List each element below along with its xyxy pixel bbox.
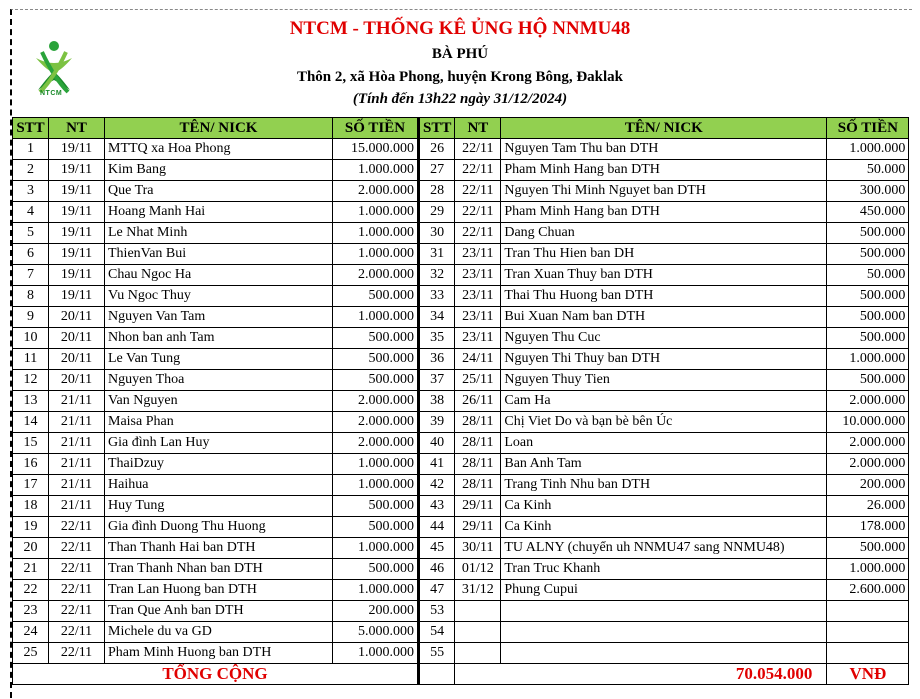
row-stt: 55 <box>419 643 455 664</box>
row-stt: 31 <box>419 244 455 265</box>
row-date: 22/11 <box>49 580 105 601</box>
row-amount: 50.000 <box>827 265 909 286</box>
row-name: Que Tra <box>105 181 333 202</box>
table-row <box>13 307 909 328</box>
row-date: 22/11 <box>49 517 105 538</box>
row-stt: 36 <box>419 349 455 370</box>
row-name: MTTQ xa Hoa Phong <box>105 139 333 160</box>
row-amount <box>827 643 909 664</box>
row-stt: 33 <box>419 286 455 307</box>
row-date: 21/11 <box>49 391 105 412</box>
total-label: TỔNG CỘNG <box>13 664 419 685</box>
row-name: Tran Truc Khanh <box>501 559 827 580</box>
row-amount: 500.000 <box>827 307 909 328</box>
row-stt: 3 <box>13 181 49 202</box>
row-stt: 20 <box>13 538 49 559</box>
row-name: ThienVan Bui <box>105 244 333 265</box>
row-stt: 6 <box>13 244 49 265</box>
row-date <box>455 622 501 643</box>
row-stt: 21 <box>13 559 49 580</box>
row-name: Ca Kinh <box>501 517 827 538</box>
row-stt: 29 <box>419 202 455 223</box>
row-name: Ban Anh Tam <box>501 454 827 475</box>
row-stt: 44 <box>419 517 455 538</box>
row-name: Hoang Manh Hai <box>105 202 333 223</box>
row-name: Chị Viet Do và bạn bè bên Úc <box>501 412 827 433</box>
row-amount: 1.000.000 <box>333 160 419 181</box>
table-row <box>13 160 909 181</box>
row-stt: 26 <box>419 139 455 160</box>
col-header-amount: SỐ TIỀN <box>333 118 419 139</box>
row-stt: 13 <box>13 391 49 412</box>
row-stt: 5 <box>13 223 49 244</box>
row-date: 23/11 <box>455 328 501 349</box>
row-amount: 2.000.000 <box>827 454 909 475</box>
row-stt: 38 <box>419 391 455 412</box>
row-amount: 500.000 <box>333 370 419 391</box>
row-name: Van Nguyen <box>105 391 333 412</box>
row-date: 28/11 <box>455 412 501 433</box>
row-amount: 1.000.000 <box>827 349 909 370</box>
col-header-nt: NT <box>455 118 501 139</box>
row-name: Pham Minh Huong ban DTH <box>105 643 333 664</box>
table-row <box>13 643 909 664</box>
row-stt: 4 <box>13 202 49 223</box>
donation-table <box>12 117 909 685</box>
row-name: Nguyen Thi Thuy ban DTH <box>501 349 827 370</box>
row-name: ThaiDzuy <box>105 454 333 475</box>
row-name: Cam Ha <box>501 391 827 412</box>
table-row <box>13 475 909 496</box>
row-stt: 25 <box>13 643 49 664</box>
row-date: 23/11 <box>455 286 501 307</box>
row-date: 01/12 <box>455 559 501 580</box>
row-name: Pham Minh Hang ban DTH <box>501 160 827 181</box>
row-amount <box>827 622 909 643</box>
report-subtitle: BÀ PHÚ <box>431 46 489 62</box>
table-row <box>13 139 909 160</box>
row-name: Tran Que Anh ban DTH <box>105 601 333 622</box>
total-amount: 70.054.000 <box>455 664 827 685</box>
row-amount: 2.000.000 <box>827 391 909 412</box>
table-row <box>13 622 909 643</box>
row-amount: 500.000 <box>827 244 909 265</box>
row-amount: 2.000.000 <box>333 412 419 433</box>
row-stt: 42 <box>419 475 455 496</box>
row-date: 22/11 <box>49 643 105 664</box>
row-amount: 1.000.000 <box>333 580 419 601</box>
row-date: 19/11 <box>49 202 105 223</box>
row-stt: 47 <box>419 580 455 601</box>
row-stt: 27 <box>419 160 455 181</box>
row-date: 29/11 <box>455 496 501 517</box>
row-amount: 2.000.000 <box>333 265 419 286</box>
row-date: 22/11 <box>455 181 501 202</box>
row-name: Tran Xuan Thuy ban DTH <box>501 265 827 286</box>
row-date: 19/11 <box>49 265 105 286</box>
table-row <box>13 580 909 601</box>
row-amount: 500.000 <box>827 328 909 349</box>
row-name: Le Van Tung <box>105 349 333 370</box>
row-name: Chau Ngoc Ha <box>105 265 333 286</box>
table-row <box>13 244 909 265</box>
row-amount: 2.000.000 <box>333 433 419 454</box>
row-amount: 500.000 <box>333 328 419 349</box>
table-row <box>13 286 909 307</box>
row-amount: 200.000 <box>333 601 419 622</box>
row-stt: 18 <box>13 496 49 517</box>
row-name: Nguyen Thi Minh Nguyet ban DTH <box>501 181 827 202</box>
row-stt: 8 <box>13 286 49 307</box>
row-stt: 54 <box>419 622 455 643</box>
row-amount: 15.000.000 <box>333 139 419 160</box>
row-date: 21/11 <box>49 496 105 517</box>
row-date: 21/11 <box>49 433 105 454</box>
report-address: Thôn 2, xã Hòa Phong, huyện Krong Bông, Đaklak <box>296 69 624 85</box>
row-name: Thai Thu Huong ban DTH <box>501 286 827 307</box>
row-name: Nguyen Thu Cuc <box>501 328 827 349</box>
row-stt: 24 <box>13 622 49 643</box>
row-stt: 11 <box>13 349 49 370</box>
row-date: 28/11 <box>455 433 501 454</box>
row-date: 20/11 <box>49 349 105 370</box>
table-row <box>13 391 909 412</box>
row-stt: 34 <box>419 307 455 328</box>
table-row <box>13 601 909 622</box>
row-name: Loan <box>501 433 827 454</box>
row-date: 22/11 <box>49 538 105 559</box>
row-name <box>501 643 827 664</box>
row-amount: 1.000.000 <box>333 223 419 244</box>
table-row <box>13 202 909 223</box>
row-date: 22/11 <box>49 601 105 622</box>
row-amount: 450.000 <box>827 202 909 223</box>
row-date: 19/11 <box>49 223 105 244</box>
row-date: 24/11 <box>455 349 501 370</box>
row-amount: 1.000.000 <box>333 643 419 664</box>
row-name: Vu Ngoc Thuy <box>105 286 333 307</box>
row-name <box>501 601 827 622</box>
row-name: Ca Kinh <box>501 496 827 517</box>
table-row <box>13 454 909 475</box>
col-header-nt: NT <box>49 118 105 139</box>
row-name: Than Thanh Hai ban DTH <box>105 538 333 559</box>
row-stt: 14 <box>13 412 49 433</box>
row-name: Haihua <box>105 475 333 496</box>
row-amount: 1.000.000 <box>333 202 419 223</box>
row-stt: 23 <box>13 601 49 622</box>
row-date: 29/11 <box>455 517 501 538</box>
table-row <box>13 349 909 370</box>
row-stt: 28 <box>419 181 455 202</box>
report-as-of: (Tính đến 13h22 ngày 31/12/2024) <box>352 91 568 107</box>
row-name: Maisa Phan <box>105 412 333 433</box>
row-date: 19/11 <box>49 286 105 307</box>
row-date: 28/11 <box>455 454 501 475</box>
total-row <box>13 664 909 685</box>
row-name: Phung Cupui <box>501 580 827 601</box>
row-amount: 500.000 <box>333 559 419 580</box>
col-header-amount: SỐ TIỀN <box>827 118 909 139</box>
row-date: 20/11 <box>49 307 105 328</box>
row-date: 21/11 <box>49 475 105 496</box>
row-stt: 32 <box>419 265 455 286</box>
row-amount <box>827 601 909 622</box>
row-stt: 22 <box>13 580 49 601</box>
row-date: 28/11 <box>455 475 501 496</box>
row-date: 19/11 <box>49 181 105 202</box>
row-date: 25/11 <box>455 370 501 391</box>
table-row <box>13 538 909 559</box>
row-name: Nguyen Thuy Tien <box>501 370 827 391</box>
report-title: NTCM - THỐNG KÊ ỦNG HỘ NNMU48 <box>289 18 631 39</box>
row-stt: 19 <box>13 517 49 538</box>
row-date: 22/11 <box>455 202 501 223</box>
row-name <box>501 622 827 643</box>
row-stt: 17 <box>13 475 49 496</box>
row-amount: 1.000.000 <box>333 244 419 265</box>
row-stt: 46 <box>419 559 455 580</box>
row-date: 23/11 <box>455 244 501 265</box>
row-stt: 37 <box>419 370 455 391</box>
row-stt: 16 <box>13 454 49 475</box>
row-stt: 12 <box>13 370 49 391</box>
row-date: 22/11 <box>455 139 501 160</box>
row-name: Huy Tung <box>105 496 333 517</box>
row-name: Kim Bang <box>105 160 333 181</box>
row-amount: 1.000.000 <box>827 559 909 580</box>
table-row <box>13 181 909 202</box>
row-name: Nguyen Tam Thu ban DTH <box>501 139 827 160</box>
total-currency: VNĐ <box>827 664 909 685</box>
row-stt: 45 <box>419 538 455 559</box>
row-date: 19/11 <box>49 139 105 160</box>
row-amount: 500.000 <box>333 517 419 538</box>
row-name: Tran Lan Huong ban DTH <box>105 580 333 601</box>
row-amount: 1.000.000 <box>333 454 419 475</box>
row-amount: 26.000 <box>827 496 909 517</box>
row-amount: 178.000 <box>827 517 909 538</box>
row-stt: 39 <box>419 412 455 433</box>
col-header-name: TÊN/ NICK <box>105 118 333 139</box>
row-stt: 7 <box>13 265 49 286</box>
row-stt: 35 <box>419 328 455 349</box>
row-amount: 500.000 <box>333 286 419 307</box>
total-spacer <box>419 664 455 685</box>
row-amount: 50.000 <box>827 160 909 181</box>
row-date: 22/11 <box>49 559 105 580</box>
row-name: Trang Tinh Nhu ban DTH <box>501 475 827 496</box>
row-name: Tran Thu Hien ban DH <box>501 244 827 265</box>
row-amount: 2.600.000 <box>827 580 909 601</box>
row-stt: 15 <box>13 433 49 454</box>
row-amount: 10.000.000 <box>827 412 909 433</box>
row-name: Tran Thanh Nhan ban DTH <box>105 559 333 580</box>
row-date: 21/11 <box>49 454 105 475</box>
table-row <box>13 265 909 286</box>
row-date: 23/11 <box>455 307 501 328</box>
row-amount: 2.000.000 <box>827 433 909 454</box>
table-row <box>13 370 909 391</box>
row-amount: 2.000.000 <box>333 181 419 202</box>
row-amount: 1.000.000 <box>333 538 419 559</box>
col-header-name: TÊN/ NICK <box>501 118 827 139</box>
row-stt: 10 <box>13 328 49 349</box>
row-name: Gia đình Duong Thu Huong <box>105 517 333 538</box>
row-amount: 5.000.000 <box>333 622 419 643</box>
col-header-stt: STT <box>13 118 49 139</box>
row-stt: 9 <box>13 307 49 328</box>
row-date: 30/11 <box>455 538 501 559</box>
row-stt: 30 <box>419 223 455 244</box>
row-amount: 300.000 <box>827 181 909 202</box>
row-name: Gia đình Lan Huy <box>105 433 333 454</box>
row-name: Dang Chuan <box>501 223 827 244</box>
row-amount: 1.000.000 <box>827 139 909 160</box>
row-date: 22/11 <box>455 160 501 181</box>
row-amount: 500.000 <box>827 223 909 244</box>
row-date: 22/11 <box>49 622 105 643</box>
row-name: Pham Minh Hang ban DTH <box>501 202 827 223</box>
table-row <box>13 412 909 433</box>
row-amount: 2.000.000 <box>333 391 419 412</box>
row-name: Nguyen Thoa <box>105 370 333 391</box>
row-date: 19/11 <box>49 160 105 181</box>
row-name: Nguyen Van Tam <box>105 307 333 328</box>
row-amount: 1.000.000 <box>333 475 419 496</box>
report-header <box>12 10 908 115</box>
row-amount: 500.000 <box>333 349 419 370</box>
table-row <box>13 328 909 349</box>
row-date <box>455 601 501 622</box>
row-date <box>455 643 501 664</box>
row-date: 22/11 <box>455 223 501 244</box>
row-stt: 1 <box>13 139 49 160</box>
row-name: Nhon ban anh Tam <box>105 328 333 349</box>
row-name: TU ALNY (chuyển uh NNMU47 sang NNMU48) <box>501 538 827 559</box>
row-name: Bui Xuan Nam ban DTH <box>501 307 827 328</box>
row-date: 26/11 <box>455 391 501 412</box>
logo-caption: NTCM <box>40 90 63 97</box>
table-row <box>13 559 909 580</box>
row-date: 20/11 <box>49 370 105 391</box>
row-amount: 200.000 <box>827 475 909 496</box>
row-stt: 41 <box>419 454 455 475</box>
table-row <box>13 223 909 244</box>
row-name: Le Nhat Minh <box>105 223 333 244</box>
row-stt: 43 <box>419 496 455 517</box>
row-stt: 40 <box>419 433 455 454</box>
row-name: Michele du va GD <box>105 622 333 643</box>
row-date: 31/12 <box>455 580 501 601</box>
table-row <box>13 433 909 454</box>
col-header-stt: STT <box>419 118 455 139</box>
table-row <box>13 517 909 538</box>
row-stt: 53 <box>419 601 455 622</box>
row-date: 20/11 <box>49 328 105 349</box>
row-amount: 500.000 <box>827 538 909 559</box>
row-amount: 500.000 <box>827 370 909 391</box>
row-amount: 500.000 <box>333 496 419 517</box>
table-row <box>13 496 909 517</box>
row-amount: 500.000 <box>827 286 909 307</box>
row-date: 23/11 <box>455 265 501 286</box>
row-stt: 2 <box>13 160 49 181</box>
row-date: 19/11 <box>49 244 105 265</box>
row-amount: 1.000.000 <box>333 307 419 328</box>
row-date: 21/11 <box>49 412 105 433</box>
table-header-row <box>13 118 909 139</box>
